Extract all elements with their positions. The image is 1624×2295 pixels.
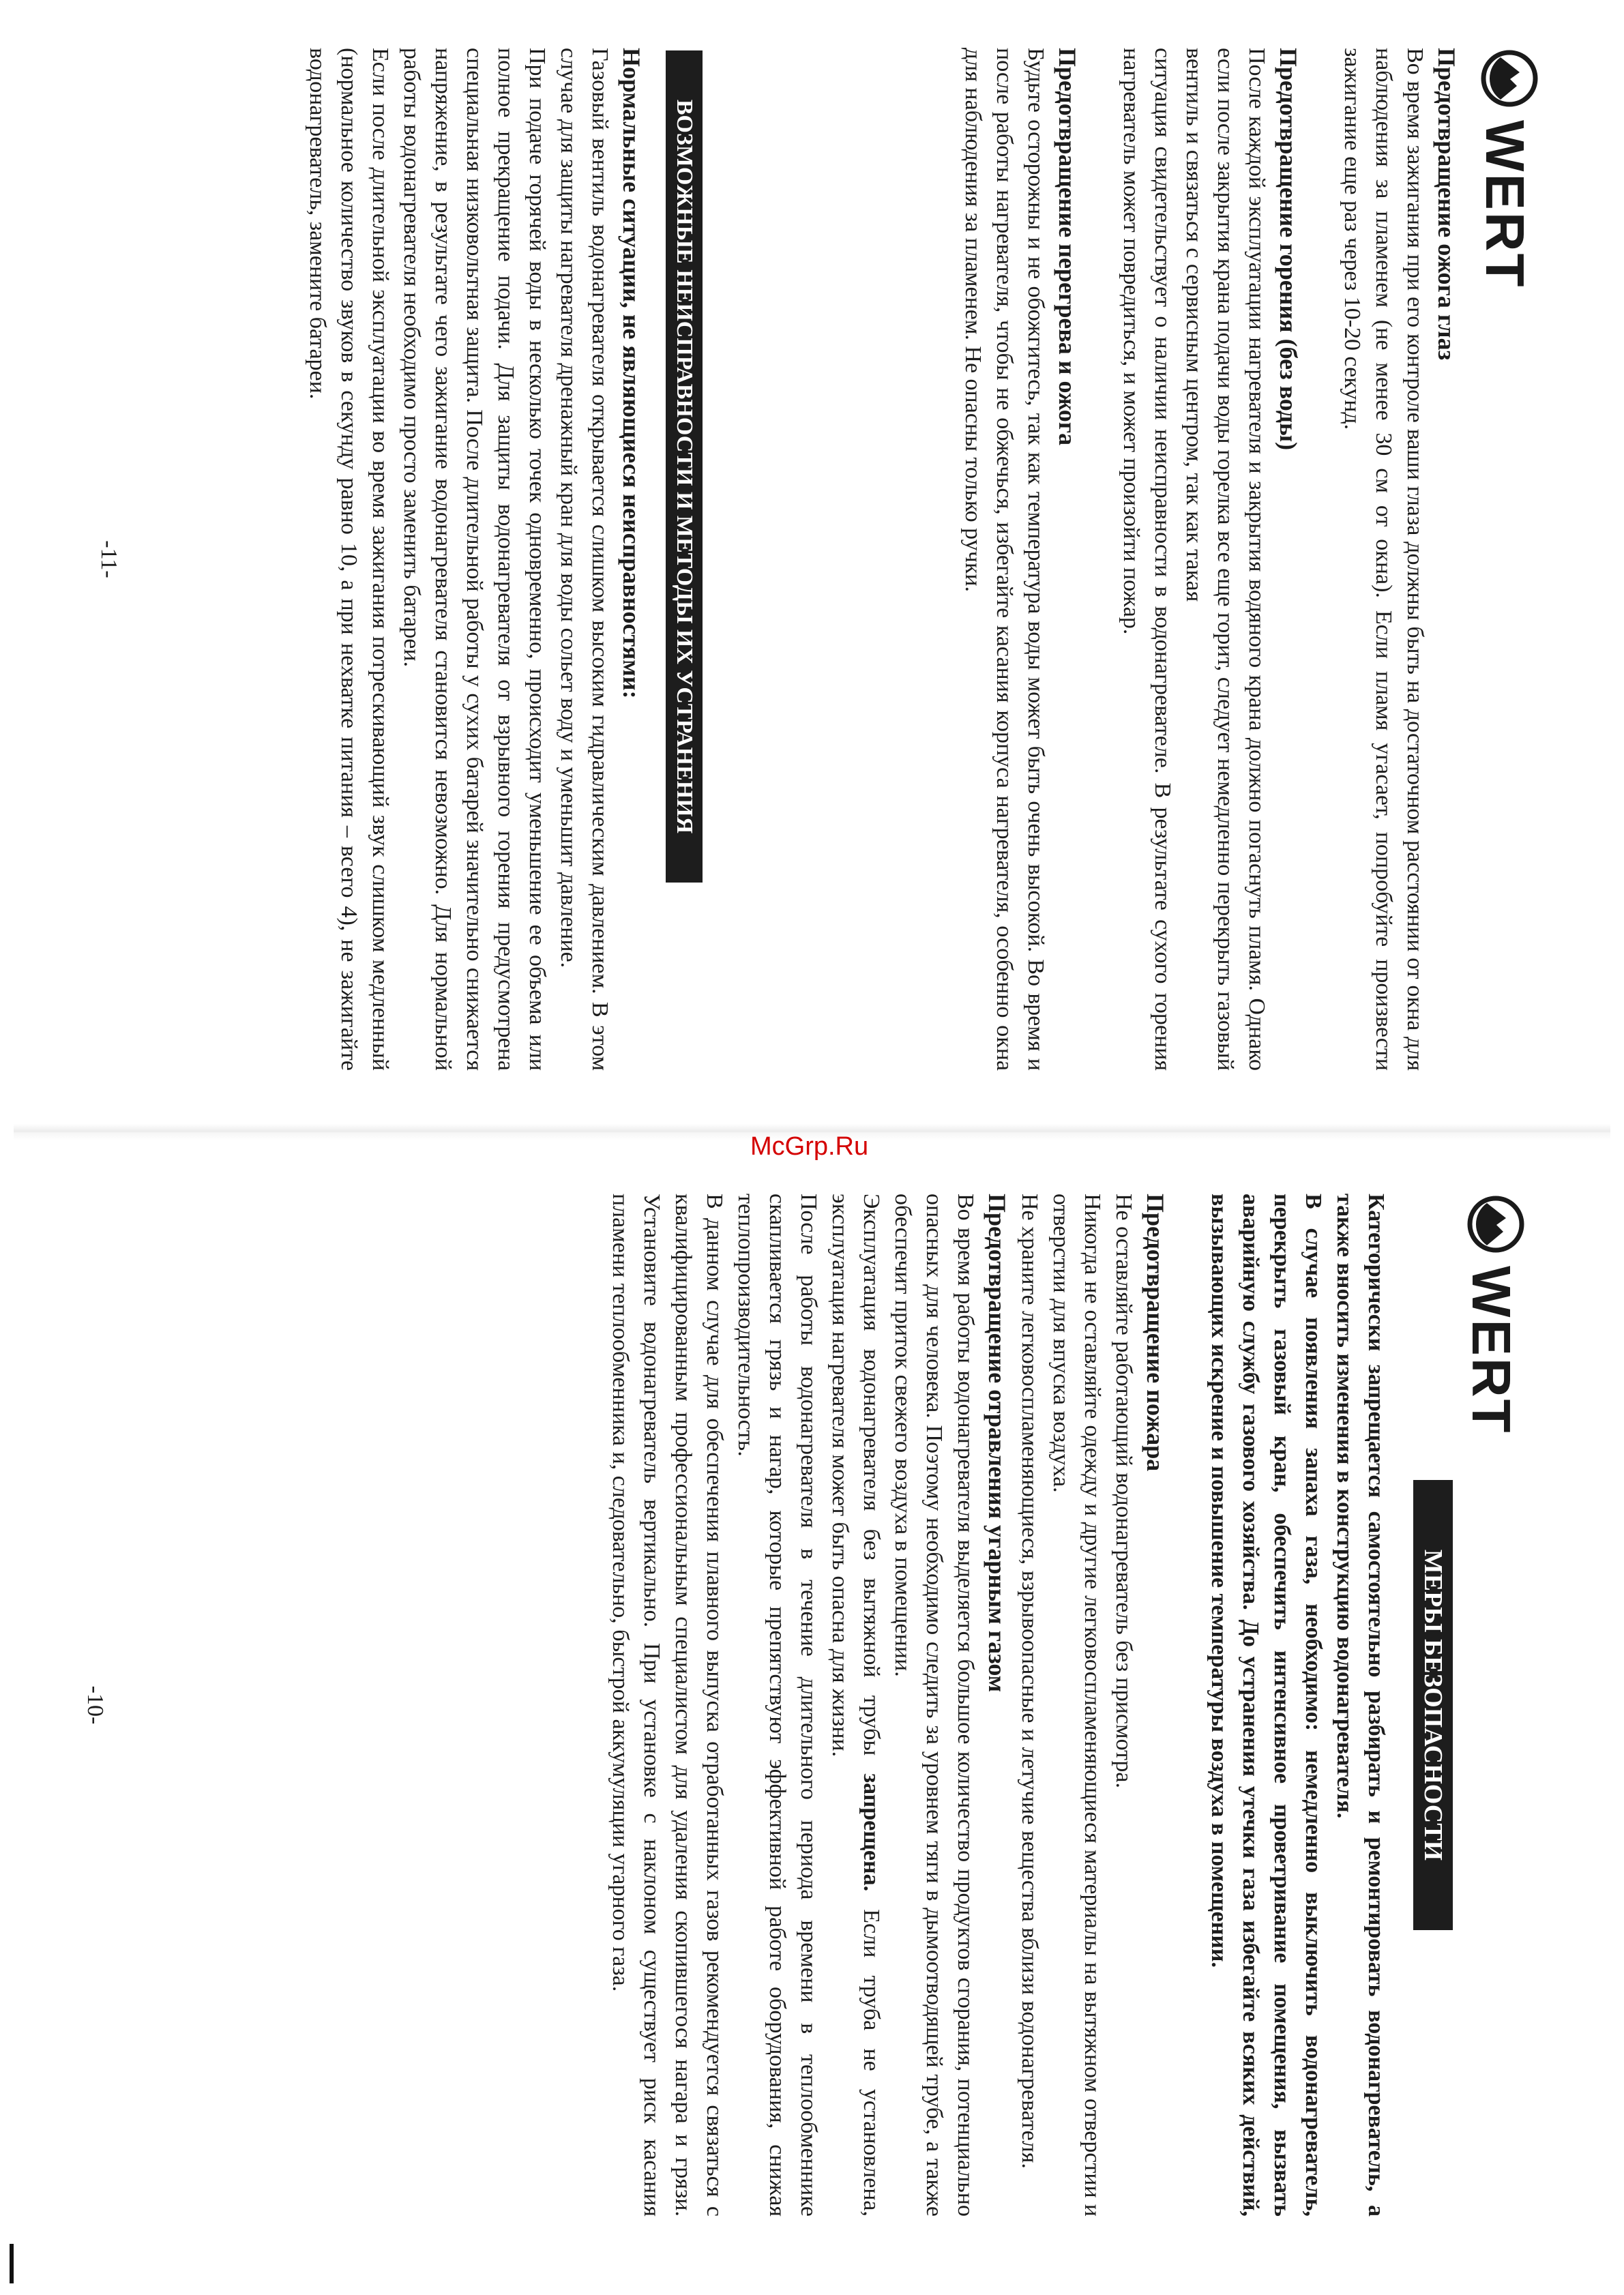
text-dry-burning-2: ситуация свидетельствует о наличии неисправности в водонагревателе. В результате сухого горения нагреватель может повредиться, и может произойти пожар. xyxy=(1119,48,1175,1071)
text-co-2 xyxy=(824,1194,887,2217)
page-11-body-lower xyxy=(301,48,648,1071)
heading-eye-burn: Предотвращение ожога глаз xyxy=(1433,48,1460,361)
text-normal-3: Если после длительной эксплуатации во время зажигания потрескивающий звук слишком медленный (нормальное количество звуков в секунду равно 10, а при нехватке питания – всего 4), не зажигайте водонагреватель, замените батареи. xyxy=(305,48,393,1071)
watermark: McGrp.Ru xyxy=(750,1132,869,1161)
crop-mark xyxy=(10,2244,14,2283)
brand-logo xyxy=(1475,48,1540,289)
warning-no-disassembly: Категорически запрещается самостоятельно разбирать и ремонтировать водонагреватель, а также вносить изменения в конструкцию водонагревателя. xyxy=(1332,1194,1389,2217)
text-normal-1: Газовый вентиль водонагревателя открывается слишком высоким гидравлическим давлением. В этом случае для защиты нагревателя дренажный кран для воды сольет воду и уменьшит давление. xyxy=(556,48,612,1071)
page-10 xyxy=(68,1166,1528,2244)
troubleshooting-banner: ВОЗМОЖНЫЕ НЕИСПРАВНОСТИ И МЕТОДЫ ИХ УСТРАНЕНИЯ xyxy=(666,50,703,883)
page-number-10: -10- xyxy=(83,1685,108,1725)
heading-co-poisoning: Предотвращение отравления угарным газом xyxy=(984,1194,1011,1693)
safety-banner: МЕРЫ БЕЗОПАСНОСТИ xyxy=(1413,1480,1453,1930)
text-fire-3: Не храните легковоспламеняющиеся, взрывоопасные и летучие вещества вблизи водонагревателя. xyxy=(1017,1194,1042,2169)
text-co-2-end: Если труба не установлена, эксплуатация нагревателя может быть опасна для жизни. xyxy=(827,1194,884,2217)
page-number-11: -11- xyxy=(96,540,121,578)
text-co-4: В данном случае для обеспечения плавного выпуска отработанных газов рекомендуется связаться с квалифицированным профессиональным специалистом для удаления скопившегося нагара и грязи. Установите водонагреватель вертикально. При установке с наклоном существует риск касания пламени теплообменника и, следовательно, быстрой аккумуляции угарного газа. xyxy=(608,1194,727,2217)
warning-gas-smell: В случае появления запаха газа, необходимо: немедленно выключить водонагреватель, перекрыть газовый кран, обеспечить интенсивное проветривание помещения, вызвать аварийную службу газового хозяйства. До устранения утечки газа избегайте всяких действий, вызывающих искрение и повышение температуры воздуха в помещении. xyxy=(1207,1194,1326,2217)
brand-logo xyxy=(1461,1194,1526,1435)
text-overheat: Будьте осторожны и не обожгитесь, так как температура воды может быть очень высокой. Во время и после работы нагревателя, чтобы не обжечься, избегайте касания корпуса нагревателя, особенно окна для наблюдения за пламенем. Не опасны только ручки. xyxy=(960,48,1048,1071)
text-fire-2: Никогда не оставляйте одежду и другие легковоспламеняющиеся материалы на вытяжном отверстии и отверстии для впуска воздуха. xyxy=(1048,1194,1105,2217)
text-dry-burning-1: После каждой эксплуатации нагревателя и закрытия водяного крана должно погаснуть пламя. Однако если после закрытия крана подачи воды горелка все еще горит, следует немедленно перекрыть газовый вентиль и связаться с сервисным центром, так как такая xyxy=(1181,48,1269,1071)
heading-overheat: Предотвращение перегрева и ожога xyxy=(1054,48,1081,446)
page-10-spread-half xyxy=(0,1146,1624,2264)
text-fire-1: Не оставляйте работающий водонагреватель без присмотра. xyxy=(1111,1194,1136,1788)
brand-name: WERT xyxy=(1461,1266,1522,1435)
brand-name: WERT xyxy=(1475,120,1535,289)
heading-normal-situations: Нормальные ситуации, не являющиеся неисправностями: xyxy=(618,48,645,699)
page-11-spread-half xyxy=(0,0,1624,1119)
text-normal-2: При подаче горячей воды в несколько точек одновременно, происходит уменьшение ее объема или полное прекращение подачи. Для защиты водонагревателя от взрывного горения предусмотрена специальная низковольтная защита. После длительной работы у сухих батарей значительно снижается напряжение, в результате чего зажигание водонагревателя становится невозможно. Для нормальной работы водонагревателя необходимо просто заменить батареи. xyxy=(399,48,550,1071)
page-11 xyxy=(82,20,1541,1098)
page-10-body xyxy=(604,1194,1391,2217)
page-11-body xyxy=(957,48,1463,1071)
heading-fire-prevention: Предотвращение пожара xyxy=(1142,1194,1169,1472)
brand-emblem-icon xyxy=(1465,1194,1526,1255)
text-co-2-forbidden: запрещена. xyxy=(859,1773,884,1892)
text-eye-burn: Во время зажигания при его контроле ваши глаза должны быть на достаточном расстоянии от окна для наблюдения за пламенем (не менее 30 см от окна). Если пламя угасает, попробуйте произвести зажигание еще раз через 10-20 секунд. xyxy=(1340,48,1428,1071)
heading-dry-burning: Предотвращение горения (без воды) xyxy=(1275,48,1302,451)
text-co-1: Во время работы водонагревателя выделяется большое количество продуктов сгорания, потенциально опасных для человека. Поэтому необходимо следить за уровнем тяги в дымоотводящей трубе, а также обеспечит приток свежего воздуха в помещении. xyxy=(890,1194,978,2217)
brand-emblem-icon xyxy=(1479,48,1540,109)
text-co-3: После работы водонагревателя в течение длительного периода времени в теплообменнике скапливается грязь и нагар, которые препятствуют эффективной работе оборудования, снижая теплопроизводительность. xyxy=(733,1194,821,2217)
text-co-2-start: Эксплуатация водонагревателя без вытяжной трубы xyxy=(859,1194,884,1756)
